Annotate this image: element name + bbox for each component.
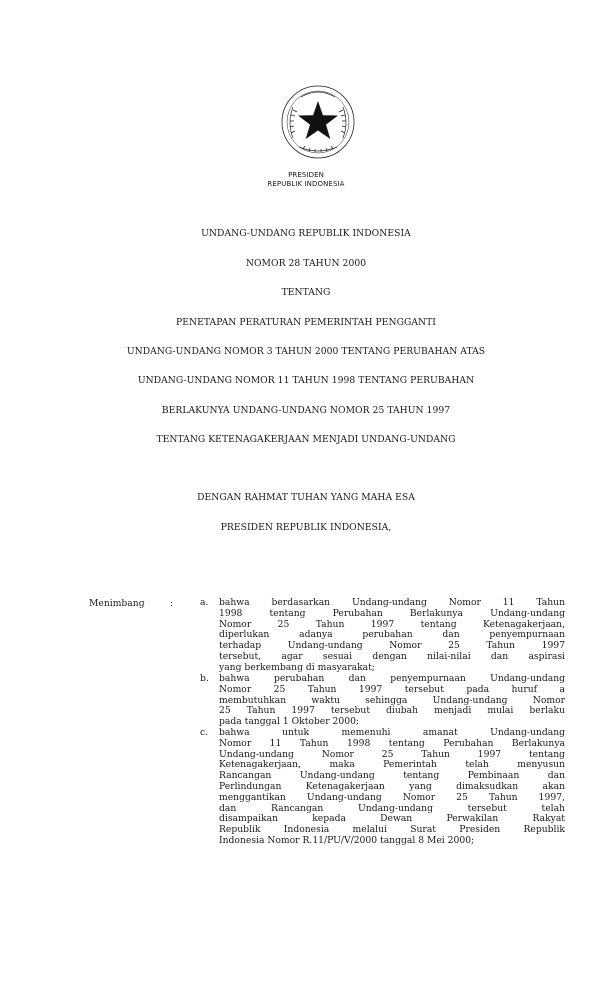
header-presiden: PRESIDEN xyxy=(288,171,324,179)
item-line: Ketenagakerjaan, maka Pemerintah telah menyusun xyxy=(219,759,565,771)
item-line: terhadap Undang-undang Nomor 25 Tahun 1997 xyxy=(219,640,565,652)
item-line: Republik Indonesia melalui Surat Presiden Republik xyxy=(219,824,565,836)
item-line: pada tanggal 1 Oktober 2000; xyxy=(219,716,360,728)
considering-label: Menimbang xyxy=(89,598,145,609)
item-line: Rancangan Undang-undang tentang Pembinaan dan xyxy=(219,770,565,782)
item-marker: a. xyxy=(200,597,209,608)
item-marker: b. xyxy=(200,673,209,684)
item-line: 25 Tahun 1997 tersebut diubah menjadi mulai berlaku xyxy=(219,705,565,717)
item-line: yang berkembang di masyarakat; xyxy=(219,661,375,673)
item-line: tersebut, agar sesuai dengan nilai-nilai dan aspirasi xyxy=(219,650,565,662)
item-line: dan Rancangan Undang-undang tersebut telah xyxy=(219,802,565,814)
item-line: Indonesia Nomor R.11/PU/V/2000 tanggal 8 Mei 2000; xyxy=(219,834,475,846)
item-text xyxy=(219,598,565,674)
item-line: Perlindungan Ketenagakerjaan yang dimaksudkan akan xyxy=(219,780,565,792)
item-line: diperlukan adanya perubahan dan penyempurnaan xyxy=(219,629,565,641)
title-line-7: BERLAKUNYA UNDANG-UNDANG NOMOR 25 TAHUN 1997 xyxy=(161,405,451,416)
garuda-star-seal-icon xyxy=(279,83,357,161)
item-line: bahwa berdasarkan Undang-undang Nomor 11 Tahun xyxy=(219,597,565,608)
preamble-line-1: DENGAN RAHMAT TUHAN YANG MAHA ESA xyxy=(197,492,415,503)
preamble-line-2: PRESIDEN REPUBLIK INDONESIA, xyxy=(220,522,392,533)
item-line: bahwa untuk memenuhi amanat Undang-undang xyxy=(219,727,565,738)
title-line-6: UNDANG-UNDANG NOMOR 11 TAHUN 1998 TENTANG PERUBAHAN xyxy=(137,375,475,386)
item-line: Nomor 25 Tahun 1997 tersebut pada huruf a xyxy=(219,683,565,695)
item-marker: c. xyxy=(200,727,209,738)
item-line: bahwa perubahan dan penyempurnaan Undang-undang xyxy=(219,673,565,684)
item-line: disampaikan kepada Dewan Perwakilan Rakyat xyxy=(219,813,565,825)
title-line-3: TENTANG xyxy=(281,287,331,298)
item-line: 1998 tentang Perubahan Berlakunya Undang-undang xyxy=(219,607,565,619)
title-line-4: PENETAPAN PERATURAN PEMERINTAH PENGGANTI xyxy=(176,317,436,328)
title-line-2: NOMOR 28 TAHUN 2000 xyxy=(245,258,367,269)
item-line: Nomor 25 Tahun 1997 tentang Ketenagakerjaan, xyxy=(219,618,565,630)
title-line-8: TENTANG KETENAGAKERJAAN MENJADI UNDANG-UNDANG xyxy=(156,434,456,445)
title-line-5: UNDANG-UNDANG NOMOR 3 TAHUN 2000 TENTANG PERUBAHAN ATAS xyxy=(126,346,486,357)
item-text xyxy=(219,674,565,728)
item-line: membutuhkan waktu sehingga Undang-undang Nomor xyxy=(219,694,565,706)
header-republik-indonesia: REPUBLIK INDONESIA xyxy=(267,180,345,188)
considering-colon: : xyxy=(170,598,174,609)
item-line: Nomor 11 Tahun 1998 tentang Perubahan Berlakunya xyxy=(219,737,565,749)
item-text xyxy=(219,728,565,847)
title-line-1: UNDANG-UNDANG REPUBLIK INDONESIA xyxy=(201,228,411,239)
item-line: menggantikan Undang-undang Nomor 25 Tahun 1997, xyxy=(219,791,565,803)
item-line: Undang-undang Nomor 25 Tahun 1997 tentang xyxy=(219,748,565,760)
